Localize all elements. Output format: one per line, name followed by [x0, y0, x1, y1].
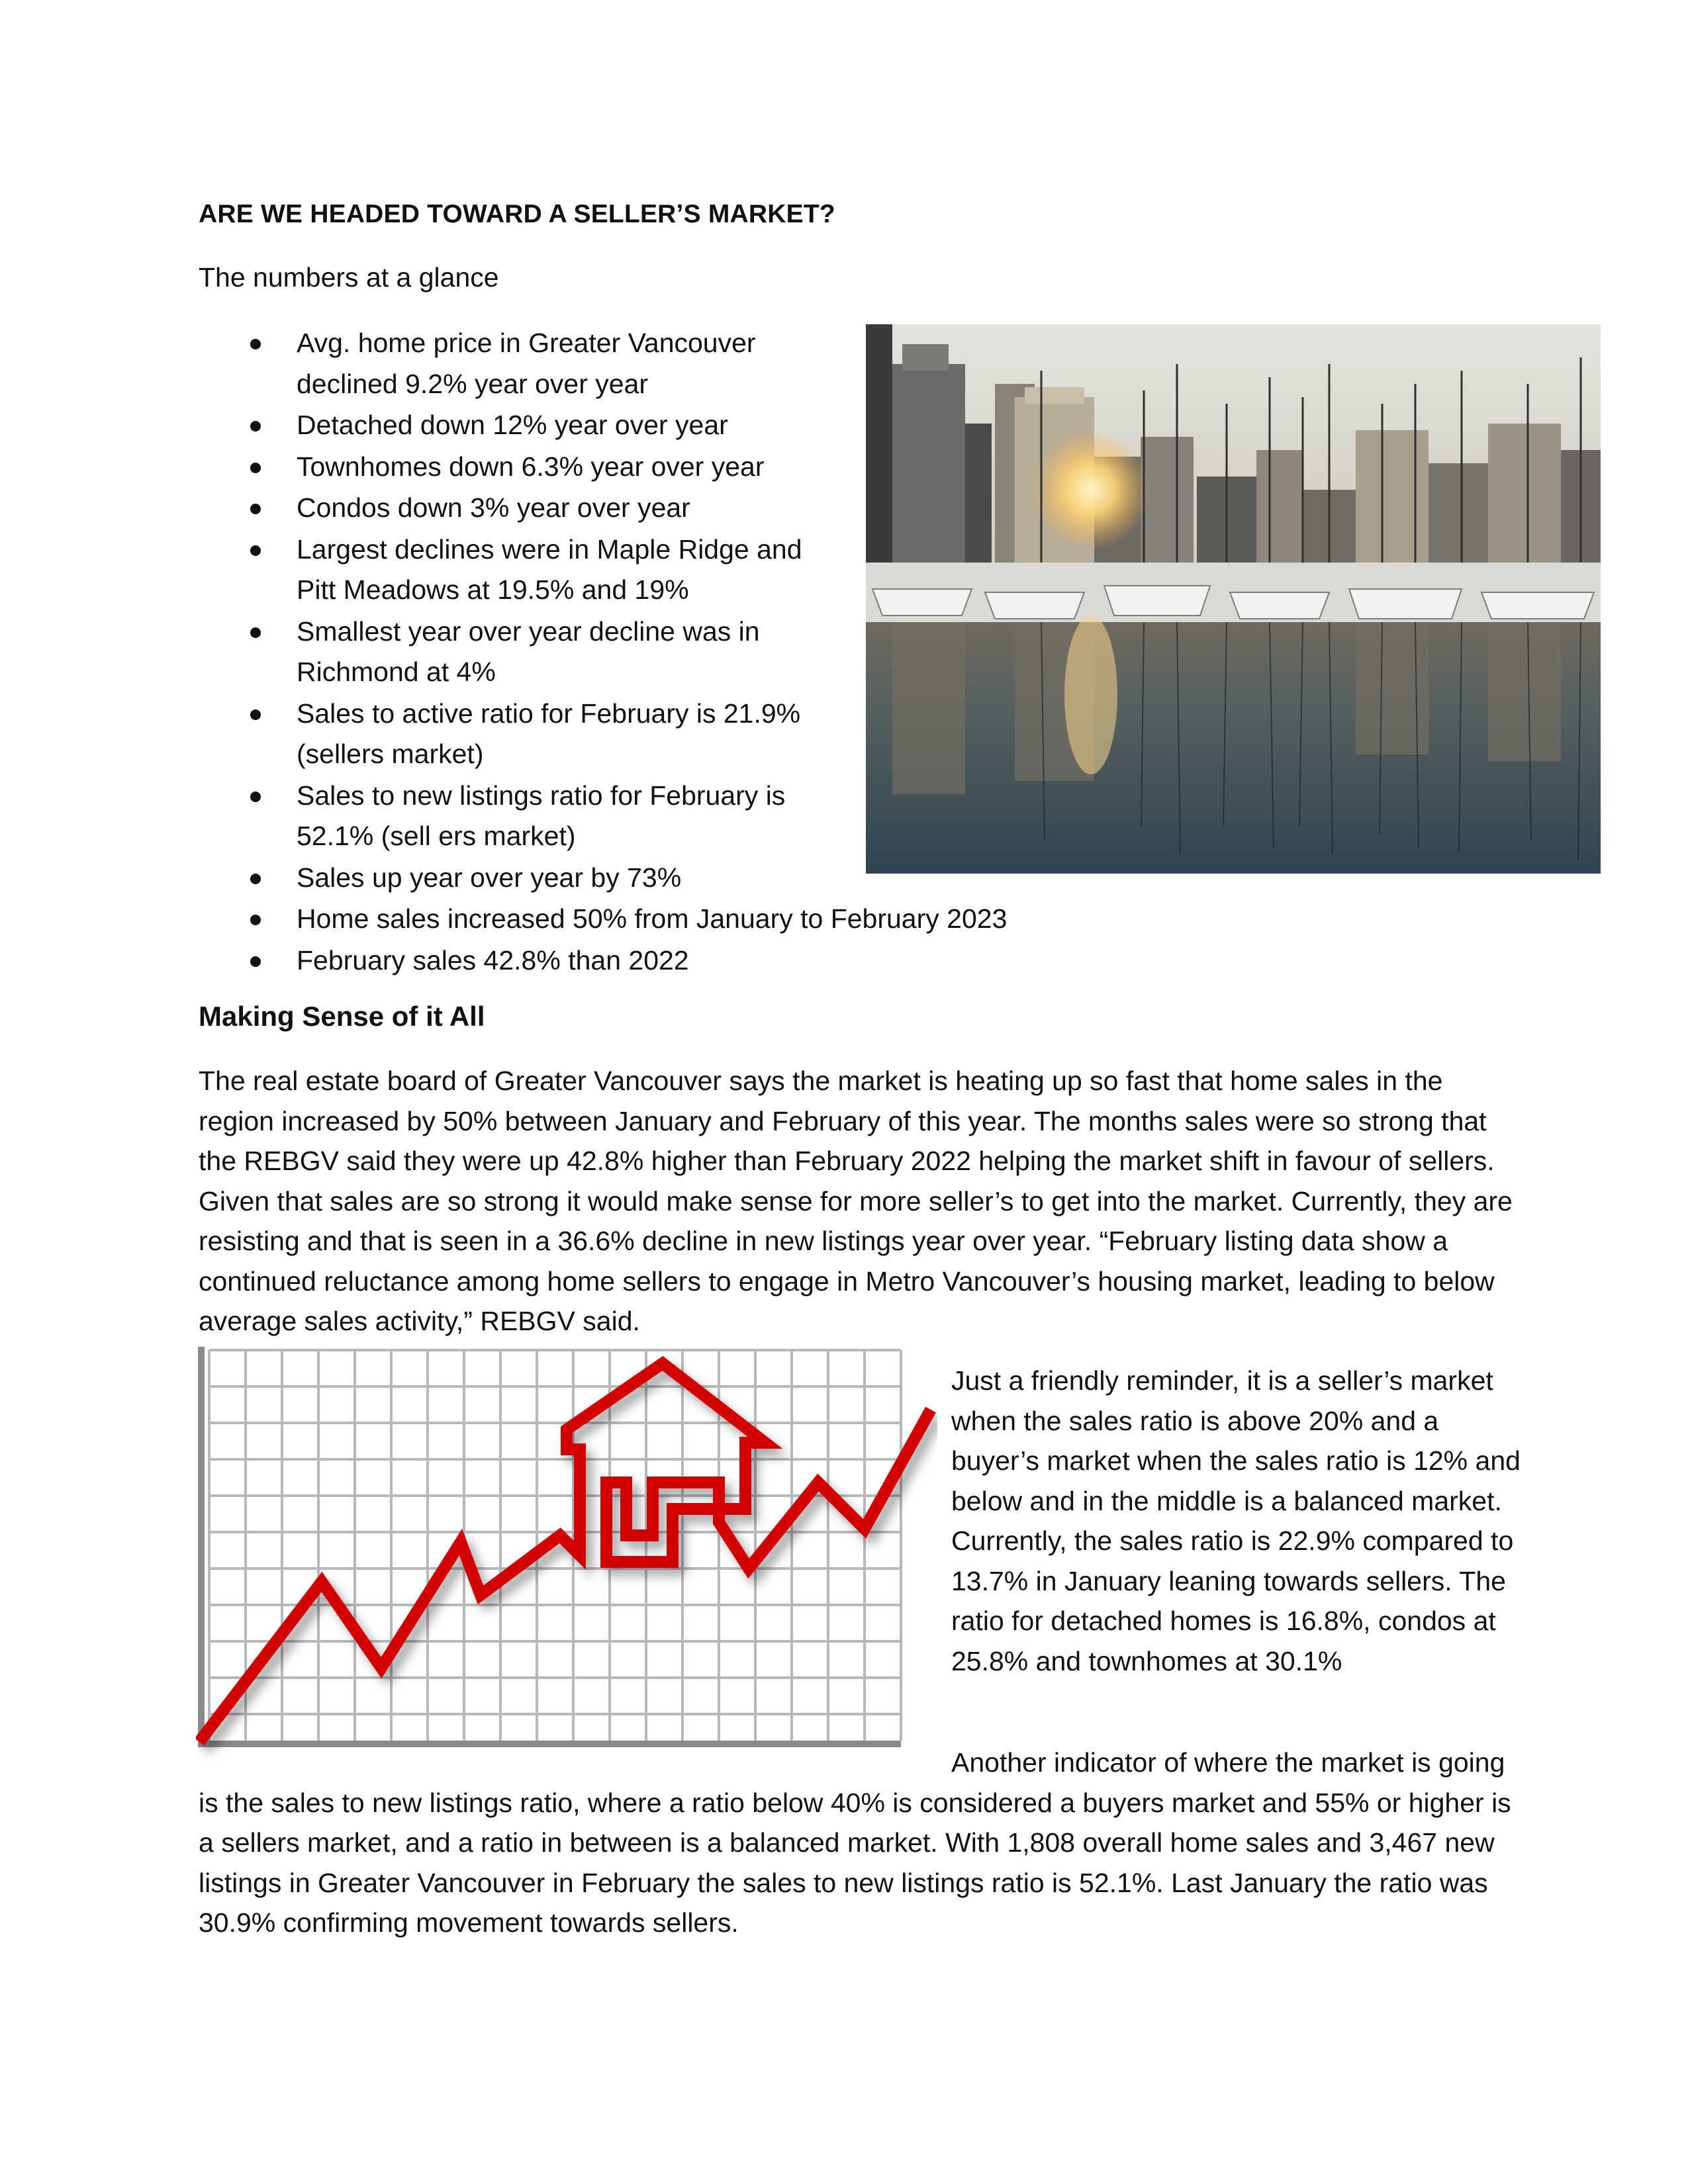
- section-heading: Making Sense of it All: [199, 1001, 485, 1032]
- body-paragraph: The real estate board of Greater Vancouver says the market is heating up so fast that home sales in the region increased by 50% between January and February of this year. The months sales were so strong that the REBGV said they were up 42.8% higher than February 2022 helping the market shift in favour of sellers. Given that sales are so strong it would make sense for more seller’s to get into the market. Currently, they are resisting and that is seen in a 36.6% decline in new listings year over year. “February listing data show a continued reluctance among home sellers to engage in Metro Vancouver’s housing market, leading to below average sales activity,” REBGV said.: [199, 1066, 1513, 1336]
- bullet-icon: [250, 421, 261, 432]
- body-paragraph: Another indicator of where the market is going is the sales to new listings ratio, where a ratio below 40% is considered a buyers market and 55% or higher is a sellers market, and a ratio in between is a balanced market. With 1,808 overall home sales and 3,467 new listings in Greater Vancouver in February the sales to new listings ratio is 52.1%. Last January the ratio was 30.9% confirming movement towards sellers.: [199, 1747, 1511, 1938]
- list-item: Condos down 3% year over year: [199, 488, 813, 529]
- bullet-icon: [250, 339, 261, 349]
- list-item: Home sales increased 50% from January to February 2023: [199, 899, 1192, 940]
- list-item: February sales 42.8% than 2022: [199, 940, 1192, 981]
- list-item: Largest declines were in Maple Ridge and Pitt Meadows at 19.5% and 19%: [199, 529, 813, 611]
- list-item: Avg. home price in Greater Vancouver declined 9.2% year over year: [199, 323, 813, 404]
- bullet-icon: [250, 463, 261, 473]
- bullet-icon: [250, 627, 261, 638]
- marina-skyline-photo: [866, 324, 1601, 874]
- list-item: Smallest year over year decline was in Richmond at 4%: [199, 612, 813, 693]
- list-item: Detached down 12% year over year: [199, 405, 813, 446]
- list-item: Sales up year over year by 73%: [199, 858, 1192, 899]
- bullet-icon: [250, 504, 261, 514]
- bullet-icon: [250, 709, 261, 720]
- page-title: ARE WE HEADED TOWARD A SELLER’S MARKET?: [199, 200, 835, 228]
- rising-house-graph-icon: [196, 1337, 937, 1760]
- bullet-icon: [250, 792, 261, 802]
- list-item: Sales to new listings ratio for February is 52.1% (sell ers market): [199, 776, 813, 857]
- subtitle: The numbers at a glance: [199, 262, 499, 293]
- list-item: Sales to active ratio for February is 21.9% (sellers market): [199, 694, 813, 775]
- bullet-icon: [250, 545, 261, 556]
- bullet-icon: [250, 915, 261, 925]
- bullet-icon: [250, 874, 261, 884]
- list-item: Townhomes down 6.3% year over year: [199, 447, 813, 488]
- bullet-icon: [250, 956, 261, 967]
- sidebar-paragraph: Just a friendly reminder, it is a seller’s market when the sales ratio is above 20% and a buyer’s market when the sales ratio is 12% and below and in the middle is a balanced market. Currently, the sales ratio is 22.9% compared to 13.7% in January leaning towards sellers. The ratio for detached homes is 16.8%, condos at 25.8% and townhomes at 30.1%: [951, 1365, 1521, 1676]
